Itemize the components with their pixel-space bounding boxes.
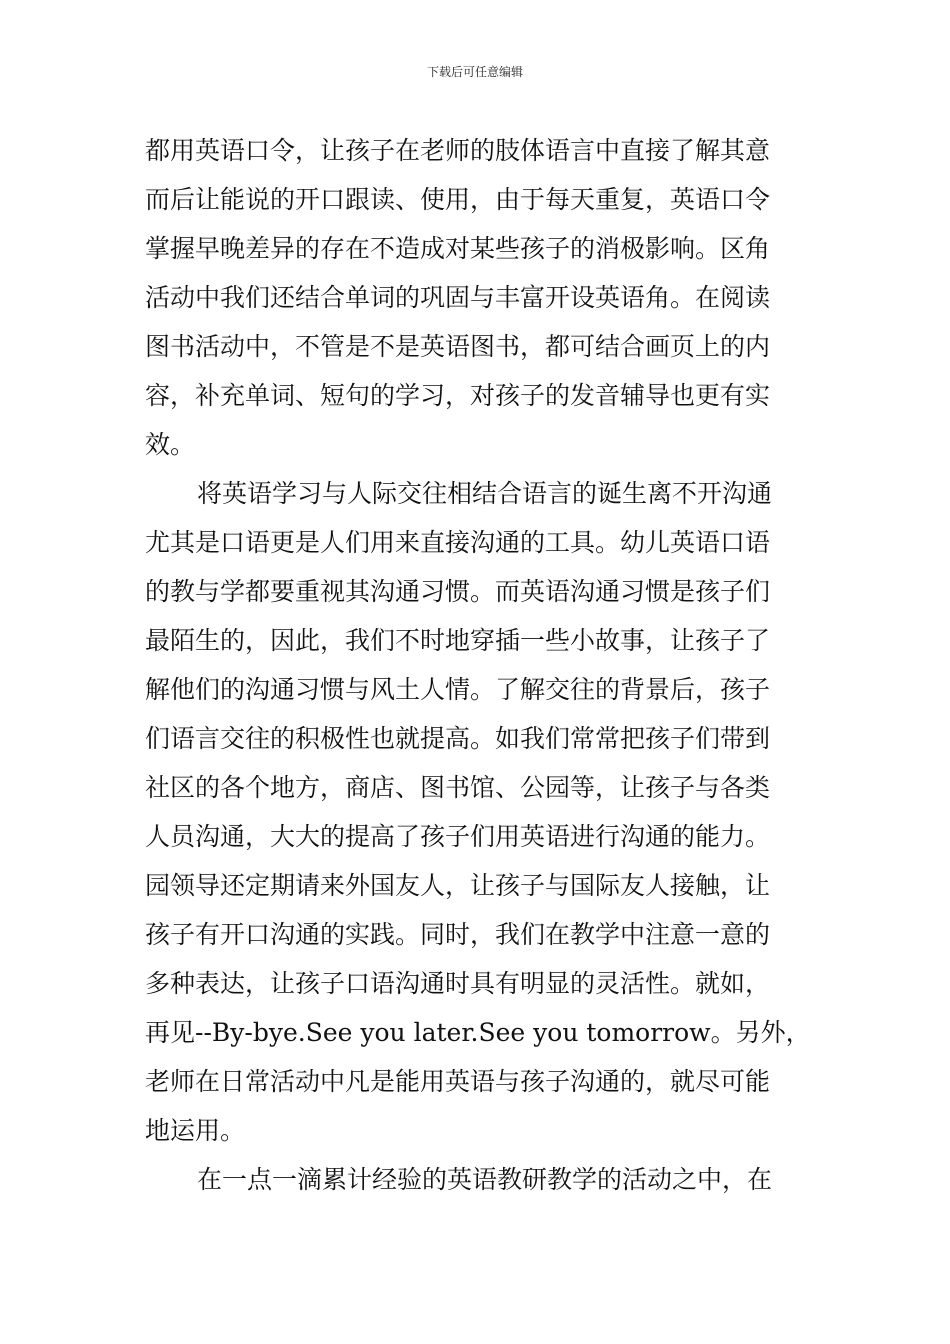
text-line: 容，补充单词、短句的学习，对孩子的发音辅导也更有实 [145,381,771,410]
text-line: 而后让能说的开口跟读、使用，由于每天重复，英语口令 [145,185,771,214]
text-line: 掌握早晚差异的存在不造成对某些孩子的消极影响。区角 [145,234,771,263]
text-line: 人员沟通，大大的提高了孩子们用英语进行沟通的能力。 [145,822,771,851]
text-line: 活动中我们还结合单词的巩固与丰富开设英语角。在阅读 [145,283,771,312]
text-line: 孩子有开口沟通的实践。同时，我们在教学中注意一意的 [145,920,771,949]
text-line: 在一点一滴累计经验的英语教研教学的活动之中，在 [197,1165,773,1194]
document-body [145,126,811,1204]
text-line: 多种表达，让孩子口语沟通时具有明显的灵活性。就如， [145,969,771,998]
text-line: 图书活动中，不管是不是英语图书，都可结合画页上的内 [145,332,771,361]
paragraph-3 [145,1155,807,1204]
text-line: 尤其是口语更是人们用来直接沟通的工具。幼儿英语口语 [145,528,771,557]
text-line: 最陌生的，因此，我们不时地穿插一些小故事，让孩子了 [145,626,771,655]
text-line: 园领导还定期请来外国友人，让孩子与国际友人接触，让 [145,871,771,900]
text-line: 社区的各个地方，商店、图书馆、公园等，让孩子与各类 [145,773,771,802]
page-header: 下载后可任意编辑 [426,65,523,79]
text-line: 都用英语口令，让孩子在老师的肢体语言中直接了解其意 [145,136,771,165]
text-line: 的教与学都要重视其沟通习惯。而英语沟通习惯是孩子们 [145,577,771,606]
text-line: 再见--By-bye.See you later.See you tomorrow。另外， [145,1018,811,1047]
text-line: 将英语学习与人际交往相结合语言的诞生离不开沟通 [197,479,773,508]
text-line: 地运用。 [145,1116,246,1145]
text-line: 老师在日常活动中凡是能用英语与孩子沟通的，就尽可能 [145,1067,771,1096]
paragraph-1 [145,126,807,469]
text-line: 们语言交往的积极性也就提高。如我们常常把孩子们带到 [145,724,771,753]
text-line: 效。 [145,430,196,459]
paragraph-2 [145,469,811,1155]
text-line: 解他们的沟通习惯与风土人情。了解交往的背景后，孩子 [145,675,771,704]
